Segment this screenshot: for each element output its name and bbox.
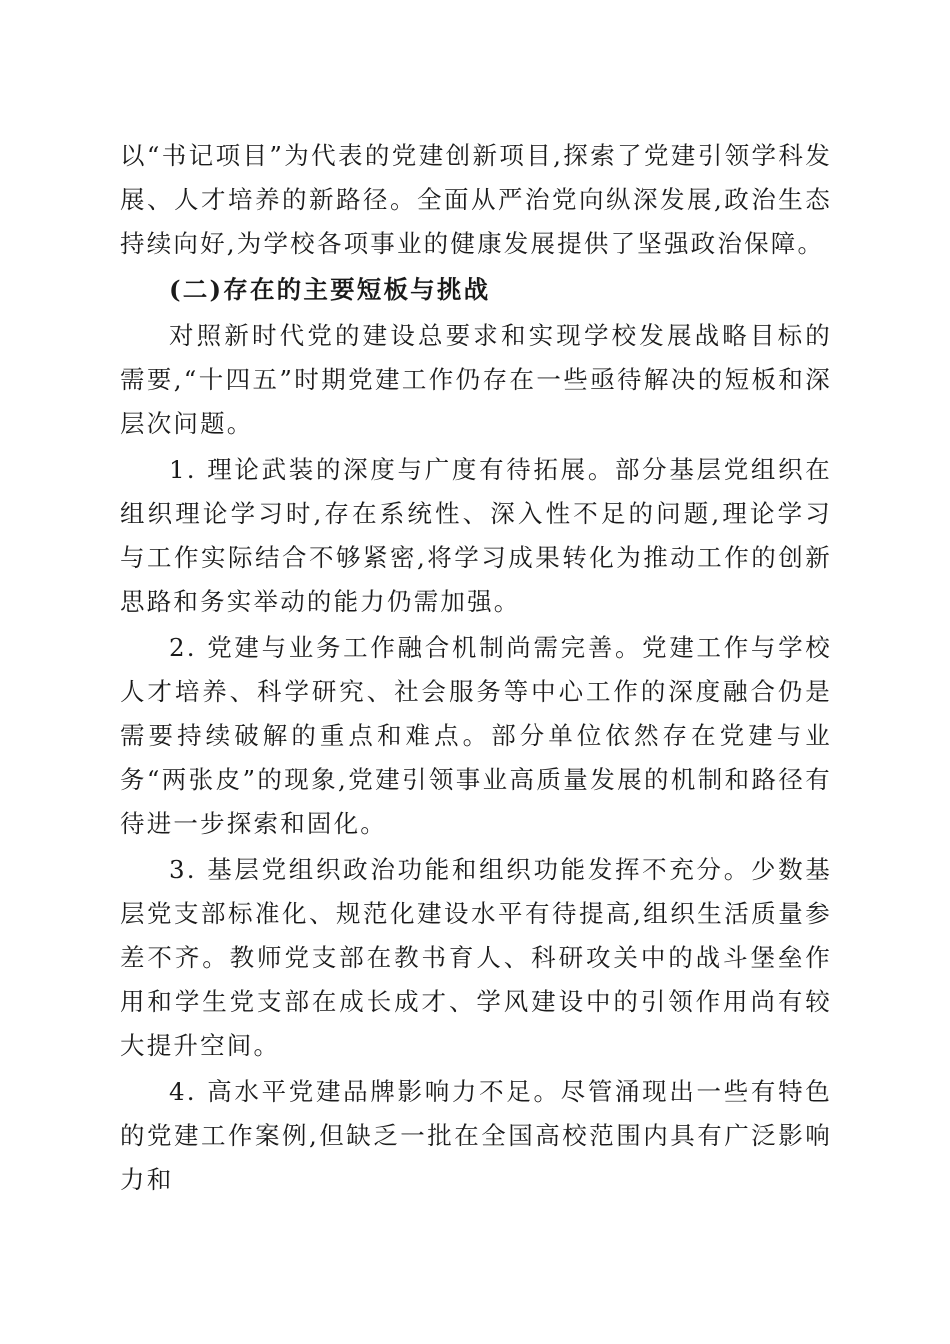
paragraph-continuation: 以“书记项目”为代表的党建创新项目,探索了党建引领学科发展、人才培养的新路径。全面从严治党向纵深发展,政治生态持续向好,为学校各项事业的健康发展提供了坚强政治保障。 [120, 141, 832, 258]
paragraph-intro: 对照新时代党的建设总要求和实现学校发展战略目标的需要,“十四五”时期党建工作仍存在一些亟待解决的短板和深层次问题。 [120, 321, 832, 438]
paragraph-item-2: 2. 党建与业务工作融合机制尚需完善。党建工作与学校人才培养、科学研究、社会服务等中心工作的深度融合仍是需要持续破解的重点和难点。部分单位依然存在党建与业务“两张皮”的现象,党建引领事业高质量发展的机制和路径有待进一步探索和固化。 [120, 633, 832, 838]
paragraph-item-1: 1. 理论武装的深度与广度有待拓展。部分基层党组织在组织理论学习时,存在系统性、深入性不足的问题,理论学习与工作实际结合不够紧密,将学习成果转化为推动工作的创新思路和务实举动的能力仍需加强。 [120, 455, 832, 616]
section-heading: (二)存在的主要短板与挑战 [169, 275, 491, 304]
document-body [120, 134, 832, 1204]
paragraph-item-3: 3. 基层党组织政治功能和组织功能发挥不充分。少数基层党支部标准化、规范化建设水平有待提高,组织生活质量参差不齐。教师党支部在教书育人、科研攻关中的战斗堡垒作用和学生党支部在成长成才、学风建设中的引领作用尚有较大提升空间。 [120, 855, 832, 1060]
paragraph-item-4: 4. 高水平党建品牌影响力不足。尽管涌现出一些有特色的党建工作案例,但缺乏一批在全国高校范围内具有广泛影响力和 [120, 1077, 832, 1194]
